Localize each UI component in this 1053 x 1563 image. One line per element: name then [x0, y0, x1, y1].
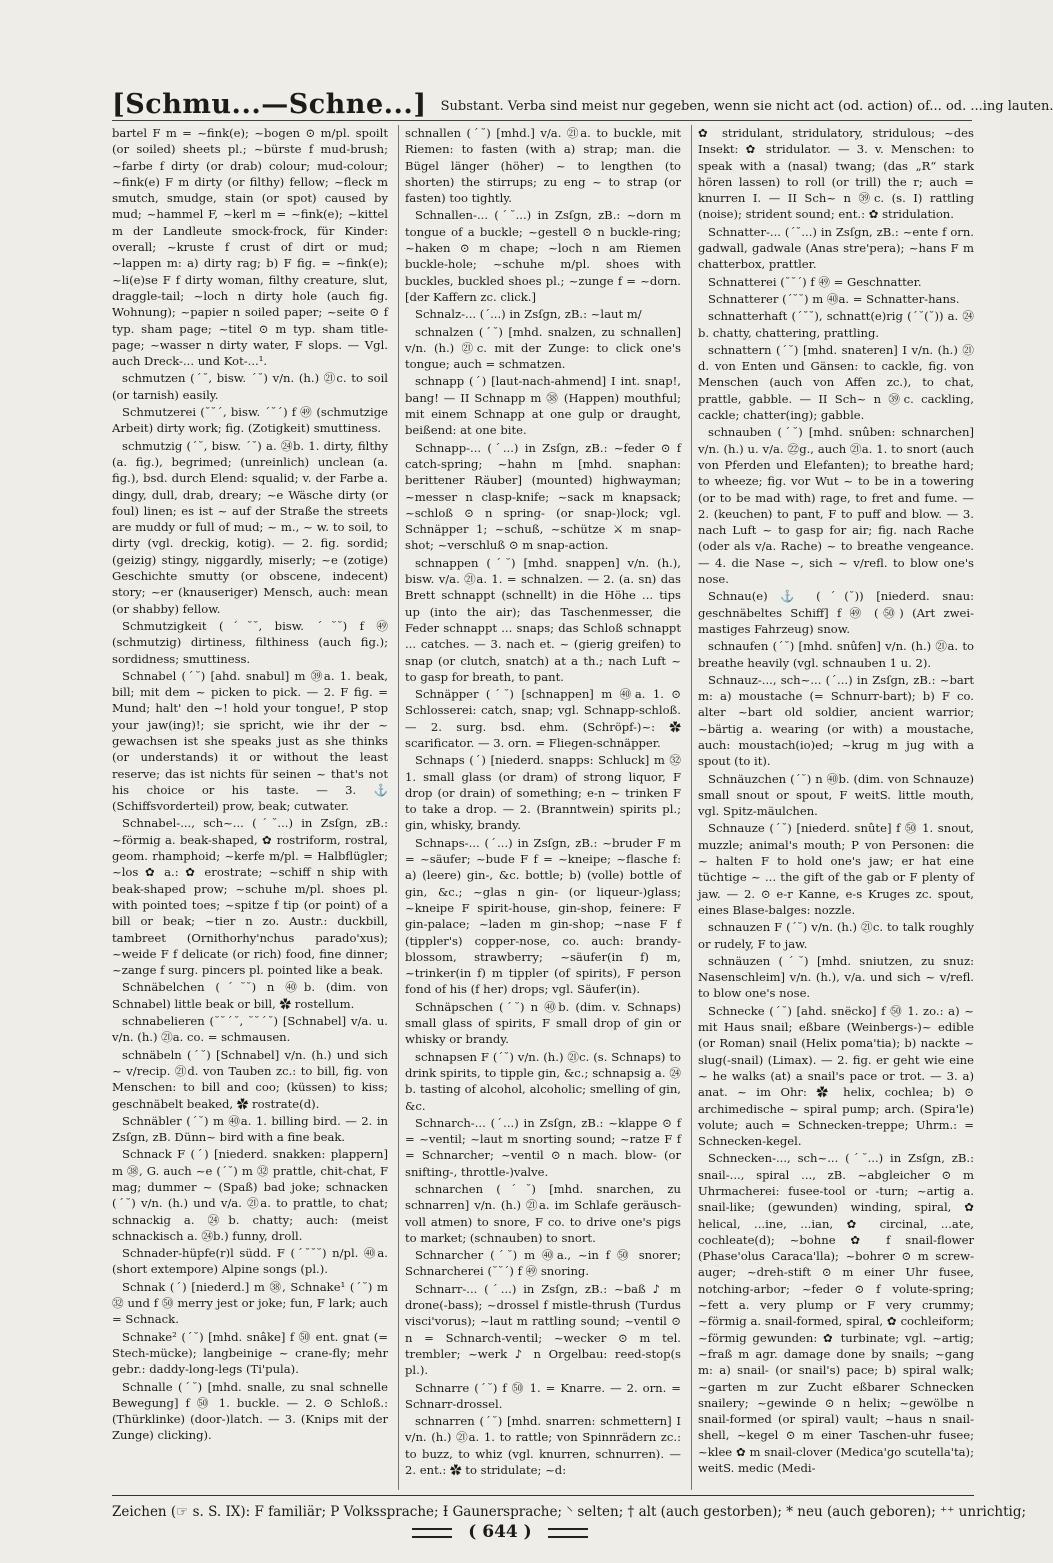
dictionary-entry: Schnauz-..., sch~... (ˊ...) in Zsſgn, zB.: ~bart m: a) moustache (= Schnurr-bart); b) F co. alter ~bart old soldier, ancient warrior; ~bärtig a. wearing (or with) a moustache, auch: moustach(io)ed; ~krug m jug with a spout (to it).	[698, 672, 974, 769]
dictionary-entry: Schnaps (ˊ) [niederd. snapps: Schluck] m ㉜ 1. small glass (or dram) of strong liquor, F drop (or drain) of something; e-n ~ trinken F to take a drop. — 2. (Branntwein) spirits pl.; gin, whisky, brandy.	[405, 753, 681, 833]
right-rule	[548, 1528, 588, 1538]
dictionary-entry: schnarren (ˊ˘) [mhd. snarren: schmettern] I v/n. (h.) ㉑a. 1. to rattle; von Spinnrädern zc.: to buzz, to whiz (vgl. knurren, schnurren). — 2. ent.: ✿ to stridulate; ~d:	[405, 1414, 681, 1478]
page-number-line	[0, 1522, 1000, 1542]
dictionary-entry: schnatterhaft (ˊ˘˘), schnatt(e)rig (ˊ˘(˘)) a. ㉔b. chatty, chattering, prattling.	[698, 309, 974, 340]
dictionary-entry: schnaufen (ˊ˘) [mhd. snûfen] v/n. (h.) ㉑a. to breathe heavily (vgl. schnauben 1 u. 2).	[698, 639, 974, 670]
dictionary-entry: schnäbeln (ˊ˘) [Schnabel] v/n. (h.) und sich ~ v/recip. ㉑d. von Tauben zc.: to bill, fig. von Menschen: to bill and coo; (küssen) to kiss; geschnäbelt beaked, ✿ rostrate(d).	[112, 1047, 388, 1111]
dictionary-entry: schnalzen (ˊ˘) [mhd. snalzen, zu schnallen] v/n. (h.) ㉑c. mit der Zunge: to click one's tongue; auch = schmatzen.	[405, 324, 681, 372]
dictionary-entry: Schnarch-... (ˊ...) in Zsſgn, zB.: ~klappe ⊙ f = ~ventil; ~laut m snorting sound; ~ratze F f = Schnarcher; ~ventil ⊙ n mach. blow- (or snifting-, throttle-)valve.	[405, 1115, 681, 1179]
dictionary-entry: Schnake² (ˊ˘) [mhd. snâke] f ㊿ ent. gnat (= Stech-mücke); langbeinige ~ crane-fly; mehr gebr.: daddy-long-legs (Ti'pula).	[112, 1329, 388, 1377]
text-columns	[112, 125, 974, 1490]
headword-range: [Schmu...—Schne...]	[112, 89, 427, 120]
column-1	[112, 125, 388, 1490]
dictionary-entry: schmutzen (ˊ˘, bisw. ˊ˘) v/n. (h.) ㉑c. to soil (or tarnish) easily.	[112, 371, 388, 402]
left-rule	[412, 1528, 452, 1538]
dictionary-entry: bartel F m = ~fink(e); ~bogen ⊙ m/pl. spoilt (or soiled) sheets pl.; ~bürste f mud-brush; ~farbe f dirty (or drab) colour; mud-colour; ~fink(e) F m dirty (or filthy) fellow; ~fleck m smutch, smudge, stain (or spot) caused by mud; ~hammel F, ~kerl m = ~fink(e); ~kittel m der Landleute smock-frock, für Kinder: overall; ~kruste f crust of dirt or mud; ~lappen m: a) dirty rag; b) F fig. = ~fink(e); ~li(e)se F f dirty woman, filthy creature, slut, draggle-tail; ~loch n dirty hole (auch fig. Wohnung); ~papier n soiled paper; ~seite ⊙ f typ. sham page; ~titel ⊙ m typ. sham title-page; ~wasser n dirty water, F slops. — Vgl. auch Dreck-... und Kot-...¹.	[112, 126, 388, 369]
dictionary-entry: Schnalle (ˊ˘) [mhd. snalle, zu snal schnelle Bewegung] f ㊿ 1. buckle. — 2. ⊙ Schloß.: (Thürklinke) (door-)latch. — 3. (Knips mit der Zunge) clicking).	[112, 1379, 388, 1443]
dictionary-entry: Schnarcher (ˊ˘) m ㊵a., ~in f ㊿ snorer; Schnarcherei (˘˘ˊ) f ㊾ snoring.	[405, 1248, 681, 1279]
dictionary-entry: Schnaps-... (ˊ...) in Zsſgn, zB.: ~bruder F m = ~säufer; ~bude F f = ~kneipe; ~flasche f: a) (leere) gin-, &c. bottle; b) (volle) bottle of gin, &c.; ~glas n gin- (or liqueur-)glass; ~kneipe F spirit-house, gin-shop, feinere: F gin-palace; ~laden m gin-shop; ~nase F f (tippler's) copper-nose, co. auch: brandy-blossom, strawberry; ~säufer(in f) m, ~trinker(in f) m tippler (of spirits), F person fond of his (f her) drops; vgl. Säufer(in).	[405, 835, 681, 997]
dictionary-entry: Schnak (ˊ) [niederd.] m ㊳, Schnake¹ (ˊ˘) m ㉜ und f ㊿ merry jest or joke; fun, F lark; auch = Schnack.	[112, 1279, 388, 1327]
dictionary-entry: Schnauze (ˊ˘) [niederd. snûte] f ㊿ 1. snout, muzzle; animal's mouth; P von Personen: die ~ halten F to hold one's jaw; er hat eine tüchtige ~ ... the gift of the gab or F plenty of jaw. — 2. ⊙ e-r Kanne, e-s Kruges zc. spout, eines Blase-balges: nozzle.	[698, 821, 974, 917]
dictionary-entry: schnabelieren (˘˘ˊ˘, ˘˘ˊ˘) [Schnabel] v/a. u. v/n. (h.) ㉑a. co. = schmausen.	[112, 1014, 388, 1045]
dictionary-entry: Schnack F (ˊ) [niederd. snakken: plappern] m ㊳, G. auch ~e (ˊ˘) m ㉜ prattle, chit-chat, F mag; dummer ~ (Spaß) bad joke; schnacken (ˊ˘) v/n. (h.) und v/a. ㉑a. to prattle, to chat; schnackig a. ㉔b. chatty; auch: (meist schnackisch a. ㉔b.) funny, droll.	[112, 1147, 388, 1243]
dictionary-entry: ✿ stridulant, stridulatory, stridulous; ~des Insekt: ✿ stridulator. — 3. v. Menschen: to speak with a (nasal) twang; (das „R“ stark hören lassen) to roll (or trill) the r; auch = knurren I. — II Sch~ n ㊴c. (s. I) rattling (noise); strident sound; ent.: ✿ stridulation.	[698, 126, 974, 222]
dictionary-entry: schmutzig (ˊ˘, bisw. ˊ˘) a. ㉔b. 1. dirty, filthy (a. fig.), begrimed; (unreinlich) unclean (a. fig.), bsd. durch Elend: squalid; v. der Farbe a. dingy, dull, drab, dreary; ~e Wäsche dirty (or foul) linen; es ist ~ auf der Straße the streets are muddy or full of mud; ~ m., ~ w. to soil, to dirty (vgl. dreckig, kotig). — 2. fig. sordid; (geizig) stingy, niggardly, miserly; ~e (zotige) Geschichte smutty (or obscene, indecent) story; ~er (knauseriger) Mensch, auch: mean (or shabby) fellow.	[112, 438, 388, 616]
dictionary-entry: Schnarre (ˊ˘) f ㊿ 1. = Knarre. — 2. orn. = Schnarr-drossel.	[405, 1380, 681, 1411]
dictionary-entry: Schnäbler (ˊ˘) m ㊵a. 1. billing bird. — 2. in Zsſgn, zB. Dünn~ bird with a fine beak.	[112, 1113, 388, 1145]
dictionary-entry: Schnabel-..., sch~... (ˊ˘...) in Zsſgn, zB.: ~förmig a. beak-shaped, ✿ rostriform, rostral, geom. rhamphoid; ~kerfe m/pl. = Halbflügler; ~los ✿ a.: ✿ erostrate; ~schiff n ship with beak-shaped prow; ~schuhe m/pl. shoes pl. with pointed toes; ~spitze f tip (or point) of a bill or beak; ~tier n zo. Austr.: duckbill, tambreet (Ornithorhy'nchus parado'xus); ~weide F f delicate (or rich) food, fine dinner; ~zange f surg. pincers pl. pointed like a beak.	[112, 816, 388, 978]
page-header	[112, 80, 1053, 121]
dictionary-entry: schnappen (ˊ˘) [mhd. snappen] v/n. (h.), bisw. v/a. ㉑a. 1. = schnalzen. — 2. (a. sn) das Brett schnappt (schnellt) in die Höhe ... tips up (into the air); das Taschenmesser, die Feder schnappt ... snaps; das Schloß schnappt ... catches. — 3. nach et. ~ (gierig greifen) to snap (or clutch, snatch) at a th.; nach Luft ~ to gasp for breath, to pant.	[405, 555, 681, 684]
dictionary-entry: Schnau(e) ⚓ (ˊ(˘)) [niederd. snau: geschnäbeltes Schiff] f ㊾ (㊿) (Art zwei-mastiges Fahrzeug) snow.	[698, 589, 974, 636]
dictionary-entry: Schnatter-... (ˊ˘...) in Zsſgn, zB.: ~ente f orn. gadwall, gadwale (Anas stre'pera); ~hans F m chatterbox, prattler.	[698, 224, 974, 272]
dictionary-entry: schnäuzen (ˊ˘) [mhd. sniutzen, zu snuz: Nasenschleim] v/n. (h.), v/a. und sich ~ v/refl. to blow one's nose.	[698, 953, 974, 1001]
dictionary-entry: Schnabel (ˊ˘) [ahd. snabul] m ㊴a. 1. beak, bill; mit dem ~ picken to pick. — 2. F fig. = Mund; halt' den ~! hold your tongue!, P stop your jaw(ing)!; sie spricht, wie ihr der ~ gewachsen ist she speaks just as she thinks (or understands) it or without the least reserve; das ist nichts für seinen ~ that's not his choice or his taste. — 3. ⚓ (Schiffsvorderteil) prow, beak; cutwater.	[112, 668, 388, 814]
column-2	[398, 125, 681, 1490]
dictionary-entry: schnapp (ˊ) [laut-nach-ahmend] I int. snap!, bang! — II Schnapp m ㊳ (Happen) mouthful; mit einem Schnapp at one gulp or draught, beißend: at one bite.	[405, 374, 681, 438]
dictionary-entry: schnarchen (ˊ˘) [mhd. snarchen, zu schnarren] v/n. (h.) ㉑a. im Schlafe geräusch-voll atmen) to snore, F co. to drive one's pigs to market; (schnauben) to snort.	[405, 1182, 681, 1245]
header-note: Substant. Verba sind meist nur gegeben, wenn sie nicht act (od. action) of... od. ...ing lauten.	[440, 99, 1053, 114]
dictionary-entry: schnapsen F (ˊ˘) v/n. (h.) ㉑c. (s. Schnaps) to drink spirits, to tipple gin, &c.; schnapsig a. ㉔b. tasting of alcohol, alcoholic; smelling of gin, &c.	[405, 1049, 681, 1113]
dictionary-entry: Schnäbelchen (ˊ˘˘) n ㊵b. (dim. von Schnabel) little beak or bill, ✿ rostellum.	[112, 980, 388, 1011]
column-3	[691, 125, 974, 1490]
dictionary-entry: Schnäuzchen (ˊ˘) n ㊵b. (dim. von Schnauze) small snout or spout, F weitS. little mouth, vgl. Spitz-mäulchen.	[698, 771, 974, 819]
dictionary-entry: Schnecken-..., sch~... (ˊ˘...) in Zsſgn, zB.: snail-..., spiral ..., zB. ~abgleicher ⊙ m Uhrmacherei: fusee-tool or -turn; ~artig a. snail-like; (gewunden) winding, spiral, ✿ helical, ...ine, ...ian, ✿ circinal, ...ate, cochleate(d); ~bohne ✿ f snail-flower (Phase'olus Caraca'lla); ~bohrer ⊙ m screw-auger; ~dreh-stift ⊙ m einer Uhr fusee, notching-arbor; ~feder ⊙ f volute-spring; ~fett a. very plump or F very crummy; ~förmig a. snail-formed, spiral, ✿ cochleiform; ~förmig gewunden: ✿ turbinate; vgl. ~artig; ~fraß m agr. damage done by snails; ~gang m: a) snail- (or snail's) pace; b) spiral walk; ~garten m zur Zucht eßbarer Schnecken snailery; ~gewinde ⊙ n helix; ~gewölbe n snail-formed (or spiral) vault; ~haus n snail-shell, ~kegel ⊙ m einer Taschen-uhr fusee; ~klee ✿ m snail-clover (Medica'go scutella'ta); weitS. medic (Medi-	[698, 1151, 974, 1476]
dictionary-entry: schnauben (ˊ˘) [mhd. snûben: schnarchen] v/n. (h.) u. v/a. ㉒g., auch ㉑a. 1. to snort (auch von Pferden und Elefanten); to breathe hard; to wheeze; fig. vor Wut ~ to be in a towering (or to be mad with) rage, to fret and fume. — 2. (keuchen) to pant, F to puff and blow. — 3. nach Luft ~ to gasp for air; fig. nach Rache (oder als v/a. Rache) ~ to breathe vengeance. — 4. die Nase ~, sich ~ v/refl. to blow one's nose.	[698, 425, 974, 587]
dictionary-entry: schnauzen F (ˊ˘) v/n. (h.) ㉑c. to talk roughly or rudely, F to jaw.	[698, 920, 974, 951]
dictionary-entry: Schnader-hüpfe(r)l südd. F (ˊ˘˘˘) n/pl. ㊵a. (short extempore) Alpine songs (pl.).	[112, 1246, 388, 1277]
symbol-legend: Zeichen (☞ s. S. IX): F familiär; P Volkssprache; Ɨ Gaunersprache; ⸌ selten; † alt (auch gestorben); * neu (auch geboren); ⁺⁺ unrichtig;	[112, 1495, 974, 1520]
dictionary-entry: Schnäpschen (ˊ˘) n ㊵b. (dim. v. Schnaps) small glass of spirits, F small drop of gin or whisky or brandy.	[405, 999, 681, 1047]
page-number: ( 644 )	[468, 1522, 532, 1542]
dictionary-entry: schnattern (ˊ˘) [mhd. snateren] I v/n. (h.) ㉑d. von Enten und Gänsen: to cackle, fig. von Menschen (auch von Affen zc.), to chat, prattle, gabble. — II Sch~ n ㊴c. cackling, cackle; chatter(ing); gabble.	[698, 342, 974, 423]
dictionary-entry: Schnatterer (ˊ˘˘) m ㊵a. = Schnatter-hans.	[708, 291, 960, 306]
dictionary-entry: Schnapp-... (ˊ...) in Zsſgn, zB.: ~feder ⊙ f catch-spring; ~hahn m [mhd. snaphan: berittener Räuber] (mounted) highwayman; ~messer n clasp-knife; ~sack m knapsack; ~schloß ⊙ n spring- (or snap-)lock; vgl. Schnäpper 1; ~schuß, ~schütze ⚔ m snap-shot; ~verschluß ⊙ m snap-action.	[405, 440, 681, 553]
dictionary-entry: Schnatterei (˘˘ˊ) f ㊾ = Geschnatter.	[708, 274, 922, 289]
dictionary-entry: Schnecke (ˊ˘) [ahd. snëcko] f ㊿ 1. zo.: a) ~ mit Haus snail; eßbare (Weinbergs-)~ edible (or Roman) snail (Helix poma'tia); b) nackte ~ slug(-snail) (Limax). — 2. fig. er geht wie eine ~ he walks (at) a snail's pace or trot. — 3. a) anat. ~ im Ohr: ✿ helix, cochlea; b) ⊙ archimedische ~ spiral pump; arch. (Spira'le) volute; auch = Schnecken-treppe; Uhrm.: = Schnecken-kegel.	[698, 1003, 974, 1149]
dictionary-entry: Schnäpper (ˊ˘) [schnappen] m ㊵a. 1. ⊙ Schlosserei: catch, snap; vgl. Schnapp-schloß. — 2. surg. bsd. ehm. (Schröpf-)~: ✿ scarificator. — 3. orn. = Fliegen-schnäpper.	[405, 687, 681, 750]
dictionary-entry: Schnalz-... (ˊ...) in Zsſgn, zB.: ~laut m/	[415, 307, 642, 322]
dictionary-entry: Schmutzerei (˘˘ˊ, bisw. ˊ˘ˊ) f ㊾ (schmutzige Arbeit) dirty work; fig. (Zotigkeit) smuttiness.	[112, 405, 388, 436]
dictionary-entry: Schmutzigkeit (ˊ˘˘, bisw. ˊ˘˘) f ㊾ (schmutzig) dirtiness, filthiness (auch fig.); sordidness; smuttiness.	[112, 618, 388, 666]
dictionary-entry: schnallen (ˊ˘) [mhd.] v/a. ㉑a. to buckle, mit Riemen: to fasten (with a) strap; man. die Bügel länger (höher) ~ to lengthen (to shorten) the stirrups; zu eng ~ to strap (or fasten) too tightly.	[405, 126, 681, 206]
dictionary-entry: Schnarr-... (ˊ...) in Zsſgn, zB.: ~baß ♪ m drone(-bass); ~drossel f mistle-thrush (Turdus visci'vorus); ~laut m rattling sound; ~ventil ⊙ n = Schnarch-ventil; ~wecker ⊙ m tel. trembler; ~werk ♪ n Orgelbau: reed-stop(s pl.).	[405, 1281, 681, 1378]
dictionary-entry: Schnallen-... (ˊ˘...) in Zsſgn, zB.: ~dorn m tongue of a buckle; ~gestell ⊙ n buckle-ring; ~haken ⊙ m chape; ~loch n am Riemen buckle-hole; ~schuhe m/pl. shoes with buckles, buckled shoes pl.; ~zunge f = ~dorn. [der Kaffern zc. click.]	[405, 208, 681, 304]
